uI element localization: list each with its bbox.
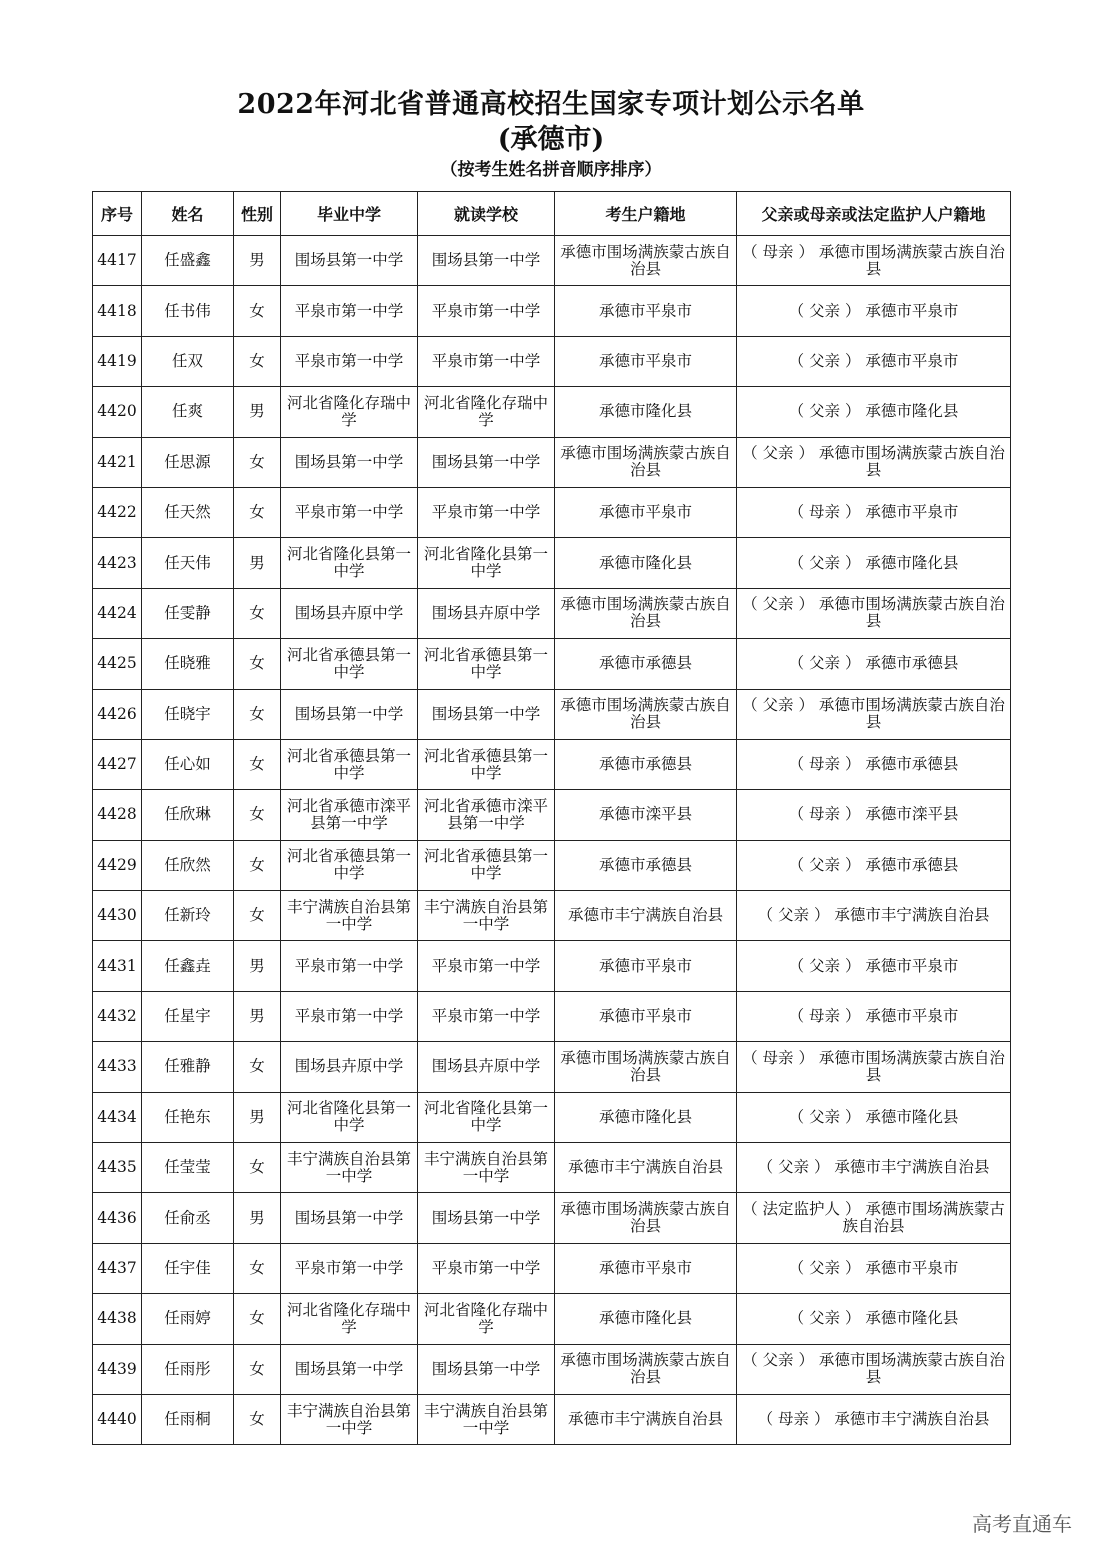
cell-seq: 4419 (93, 336, 142, 386)
cell-graduated-school: 河北省隆化存瑞中学 (281, 387, 418, 437)
cell-household: 承德市隆化县 (555, 1092, 737, 1142)
table-row (93, 236, 1011, 286)
cell-gender: 女 (234, 639, 281, 689)
cell-guardian-household: （ 父亲 ） 承德市围场满族蒙古族自治县 (737, 588, 1011, 638)
cell-gender: 女 (234, 1394, 281, 1444)
page-subtitle: (承德市) (497, 124, 605, 155)
cell-gender: 女 (234, 286, 281, 336)
cell-seq: 4424 (93, 588, 142, 638)
cell-gender: 女 (234, 1243, 281, 1293)
cell-seq: 4432 (93, 991, 142, 1041)
cell-current-school: 河北省承德县第一中学 (418, 739, 555, 789)
cell-graduated-school: 围场县卉原中学 (281, 1042, 418, 1092)
cell-graduated-school: 围场县第一中学 (281, 689, 418, 739)
cell-household: 承德市围场满族蒙古族自治县 (555, 1042, 737, 1092)
cell-name: 任欣然 (142, 840, 234, 890)
table-row (93, 286, 1011, 336)
cell-seq: 4438 (93, 1294, 142, 1344)
cell-name: 任爽 (142, 387, 234, 437)
table-row (93, 891, 1011, 941)
cell-household: 承德市承德县 (555, 639, 737, 689)
cell-current-school: 河北省承德县第一中学 (418, 639, 555, 689)
cell-seq: 4435 (93, 1143, 142, 1193)
cell-current-school: 围场县第一中学 (418, 1344, 555, 1394)
cell-name: 任思源 (142, 437, 234, 487)
cell-guardian-household: （ 父亲 ） 承德市平泉市 (737, 286, 1011, 336)
cell-current-school: 丰宁满族自治县第一中学 (418, 891, 555, 941)
cell-gender: 女 (234, 891, 281, 941)
cell-household: 承德市滦平县 (555, 790, 737, 840)
table-row (93, 336, 1011, 386)
cell-seq: 4428 (93, 790, 142, 840)
cell-current-school: 平泉市第一中学 (418, 286, 555, 336)
cell-household: 承德市平泉市 (555, 1243, 737, 1293)
cell-name: 任雅静 (142, 1042, 234, 1092)
cell-graduated-school: 河北省承德县第一中学 (281, 739, 418, 789)
cell-gender: 女 (234, 588, 281, 638)
header-graduated-school: 毕业中学 (281, 192, 418, 236)
cell-name: 任雯静 (142, 588, 234, 638)
cell-name: 任宇佳 (142, 1243, 234, 1293)
cell-guardian-household: （ 母亲 ） 承德市承德县 (737, 739, 1011, 789)
cell-guardian-household: （ 父亲 ） 承德市隆化县 (737, 538, 1011, 588)
cell-seq: 4417 (93, 236, 142, 286)
cell-gender: 女 (234, 1294, 281, 1344)
cell-seq: 4429 (93, 840, 142, 890)
cell-name: 任艳东 (142, 1092, 234, 1142)
cell-gender: 女 (234, 487, 281, 537)
cell-household: 承德市丰宁满族自治县 (555, 1394, 737, 1444)
cell-name: 任天然 (142, 487, 234, 537)
cell-graduated-school: 河北省承德县第一中学 (281, 639, 418, 689)
table-row (93, 387, 1011, 437)
cell-current-school: 丰宁满族自治县第一中学 (418, 1394, 555, 1444)
cell-gender: 男 (234, 1092, 281, 1142)
cell-name: 任鑫垚 (142, 941, 234, 991)
cell-guardian-household: （ 法定监护人 ） 承德市围场满族蒙古族自治县 (737, 1193, 1011, 1243)
cell-guardian-household: （ 父亲 ） 承德市隆化县 (737, 1092, 1011, 1142)
cell-gender: 男 (234, 1193, 281, 1243)
cell-seq: 4426 (93, 689, 142, 739)
cell-household: 承德市围场满族蒙古族自治县 (555, 588, 737, 638)
cell-name: 任雨婷 (142, 1294, 234, 1344)
header-household: 考生户籍地 (555, 192, 737, 236)
cell-guardian-household: （ 母亲 ） 承德市滦平县 (737, 790, 1011, 840)
cell-guardian-household: （ 母亲 ） 承德市平泉市 (737, 487, 1011, 537)
cell-seq: 4423 (93, 538, 142, 588)
cell-name: 任晓宇 (142, 689, 234, 739)
cell-gender: 女 (234, 437, 281, 487)
cell-guardian-household: （ 父亲 ） 承德市平泉市 (737, 336, 1011, 386)
table-row (93, 1042, 1011, 1092)
cell-gender: 女 (234, 689, 281, 739)
cell-seq: 4427 (93, 739, 142, 789)
cell-graduated-school: 河北省承德县第一中学 (281, 840, 418, 890)
cell-guardian-household: （ 母亲 ） 承德市围场满族蒙古族自治县 (737, 1042, 1011, 1092)
header-gender: 性别 (234, 192, 281, 236)
cell-graduated-school: 平泉市第一中学 (281, 286, 418, 336)
cell-guardian-household: （ 父亲 ） 承德市承德县 (737, 840, 1011, 890)
table-row (93, 1394, 1011, 1444)
cell-seq: 4439 (93, 1344, 142, 1394)
table-row (93, 437, 1011, 487)
cell-current-school: 河北省隆化存瑞中学 (418, 1294, 555, 1344)
table-row (93, 689, 1011, 739)
cell-guardian-household: （ 父亲 ） 承德市平泉市 (737, 941, 1011, 991)
cell-current-school: 丰宁满族自治县第一中学 (418, 1143, 555, 1193)
table-row (93, 840, 1011, 890)
table-row (93, 588, 1011, 638)
cell-name: 任欣琳 (142, 790, 234, 840)
cell-household: 承德市承德县 (555, 840, 737, 890)
table-row (93, 487, 1011, 537)
cell-current-school: 平泉市第一中学 (418, 941, 555, 991)
cell-gender: 男 (234, 941, 281, 991)
cell-guardian-household: （ 父亲 ） 承德市隆化县 (737, 387, 1011, 437)
cell-guardian-household: （ 母亲 ） 承德市围场满族蒙古族自治县 (737, 236, 1011, 286)
cell-seq: 4431 (93, 941, 142, 991)
cell-guardian-household: （ 父亲 ） 承德市围场满族蒙古族自治县 (737, 689, 1011, 739)
header-seq: 序号 (93, 192, 142, 236)
cell-current-school: 围场县第一中学 (418, 437, 555, 487)
cell-seq: 4440 (93, 1394, 142, 1444)
cell-name: 任俞丞 (142, 1193, 234, 1243)
cell-name: 任雨桐 (142, 1394, 234, 1444)
cell-household: 承德市承德县 (555, 739, 737, 789)
table-row (93, 1092, 1011, 1142)
cell-household: 承德市隆化县 (555, 1294, 737, 1344)
cell-current-school: 平泉市第一中学 (418, 1243, 555, 1293)
cell-gender: 女 (234, 739, 281, 789)
cell-name: 任莹莹 (142, 1143, 234, 1193)
cell-current-school: 河北省承德市滦平县第一中学 (418, 790, 555, 840)
cell-seq: 4430 (93, 891, 142, 941)
cell-seq: 4433 (93, 1042, 142, 1092)
cell-gender: 女 (234, 1042, 281, 1092)
cell-household: 承德市隆化县 (555, 538, 737, 588)
cell-current-school: 围场县第一中学 (418, 236, 555, 286)
cell-current-school: 围场县第一中学 (418, 689, 555, 739)
table-row (93, 1193, 1011, 1243)
table-row (93, 538, 1011, 588)
cell-guardian-household: （ 父亲 ） 承德市丰宁满族自治县 (737, 1143, 1011, 1193)
cell-current-school: 河北省隆化存瑞中学 (418, 387, 555, 437)
cell-graduated-school: 围场县第一中学 (281, 1344, 418, 1394)
cell-name: 任天伟 (142, 538, 234, 588)
cell-current-school: 围场县卉原中学 (418, 588, 555, 638)
cell-household: 承德市平泉市 (555, 991, 737, 1041)
cell-household: 承德市围场满族蒙古族自治县 (555, 689, 737, 739)
cell-seq: 4436 (93, 1193, 142, 1243)
table-row (93, 739, 1011, 789)
cell-current-school: 围场县第一中学 (418, 1193, 555, 1243)
cell-current-school: 平泉市第一中学 (418, 991, 555, 1041)
cell-seq: 4434 (93, 1092, 142, 1142)
cell-guardian-household: （ 父亲 ） 承德市丰宁满族自治县 (737, 891, 1011, 941)
table-row (93, 639, 1011, 689)
cell-guardian-household: （ 父亲 ） 承德市围场满族蒙古族自治县 (737, 437, 1011, 487)
cell-name: 任心如 (142, 739, 234, 789)
header-current-school: 就读学校 (418, 192, 555, 236)
table-row (93, 1243, 1011, 1293)
cell-current-school: 平泉市第一中学 (418, 487, 555, 537)
header-guardian-household: 父亲或母亲或法定监护人户籍地 (737, 192, 1011, 236)
cell-household: 承德市围场满族蒙古族自治县 (555, 236, 737, 286)
cell-graduated-school: 河北省承德市滦平县第一中学 (281, 790, 418, 840)
cell-name: 任雨彤 (142, 1344, 234, 1394)
cell-current-school: 平泉市第一中学 (418, 336, 555, 386)
cell-graduated-school: 丰宁满族自治县第一中学 (281, 1394, 418, 1444)
cell-graduated-school: 围场县第一中学 (281, 1193, 418, 1243)
cell-graduated-school: 平泉市第一中学 (281, 336, 418, 386)
cell-graduated-school: 丰宁满族自治县第一中学 (281, 891, 418, 941)
cell-name: 任新玲 (142, 891, 234, 941)
cell-gender: 男 (234, 538, 281, 588)
cell-gender: 女 (234, 790, 281, 840)
cell-graduated-school: 围场县第一中学 (281, 236, 418, 286)
cell-name: 任双 (142, 336, 234, 386)
table-row (93, 1294, 1011, 1344)
cell-name: 任盛鑫 (142, 236, 234, 286)
cell-household: 承德市平泉市 (555, 487, 737, 537)
cell-household: 承德市围场满族蒙古族自治县 (555, 1344, 737, 1394)
cell-name: 任星宇 (142, 991, 234, 1041)
watermark: 高考直通车 (972, 1512, 1072, 1536)
table-row (93, 1344, 1011, 1394)
cell-graduated-school: 平泉市第一中学 (281, 991, 418, 1041)
cell-current-school: 河北省隆化县第一中学 (418, 538, 555, 588)
table-row (93, 790, 1011, 840)
cell-gender: 女 (234, 1143, 281, 1193)
roster-table (92, 191, 1011, 1445)
cell-gender: 男 (234, 991, 281, 1041)
cell-guardian-household: （ 母亲 ） 承德市丰宁满族自治县 (737, 1394, 1011, 1444)
cell-current-school: 围场县卉原中学 (418, 1042, 555, 1092)
cell-seq: 4425 (93, 639, 142, 689)
table-row (93, 941, 1011, 991)
cell-guardian-household: （ 父亲 ） 承德市承德县 (737, 639, 1011, 689)
cell-seq: 4420 (93, 387, 142, 437)
cell-graduated-school: 平泉市第一中学 (281, 487, 418, 537)
cell-gender: 女 (234, 336, 281, 386)
table-header-row (93, 192, 1011, 236)
table-row (93, 991, 1011, 1041)
cell-household: 承德市围场满族蒙古族自治县 (555, 437, 737, 487)
cell-graduated-school: 围场县卉原中学 (281, 588, 418, 638)
cell-seq: 4437 (93, 1243, 142, 1293)
cell-household: 承德市平泉市 (555, 286, 737, 336)
cell-guardian-household: （ 父亲 ） 承德市隆化县 (737, 1294, 1011, 1344)
cell-graduated-school: 平泉市第一中学 (281, 941, 418, 991)
cell-graduated-school: 丰宁满族自治县第一中学 (281, 1143, 418, 1193)
cell-gender: 男 (234, 236, 281, 286)
cell-guardian-household: （ 父亲 ） 承德市平泉市 (737, 1243, 1011, 1293)
header-name: 姓名 (142, 192, 234, 236)
cell-current-school: 河北省承德县第一中学 (418, 840, 555, 890)
cell-gender: 女 (234, 1344, 281, 1394)
table-body (93, 236, 1011, 1445)
cell-guardian-household: （ 母亲 ） 承德市平泉市 (737, 991, 1011, 1041)
cell-household: 承德市隆化县 (555, 387, 737, 437)
page-title: 2022年河北省普通高校招生国家专项计划公示名单 (237, 89, 865, 120)
cell-guardian-household: （ 父亲 ） 承德市围场满族蒙古族自治县 (737, 1344, 1011, 1394)
cell-name: 任书伟 (142, 286, 234, 336)
cell-seq: 4421 (93, 437, 142, 487)
cell-household: 承德市平泉市 (555, 941, 737, 991)
cell-household: 承德市平泉市 (555, 336, 737, 386)
cell-household: 承德市围场满族蒙古族自治县 (555, 1193, 737, 1243)
cell-current-school: 河北省隆化县第一中学 (418, 1092, 555, 1142)
sort-note: （按考生姓名拼音顺序排序） (440, 160, 662, 180)
cell-name: 任晓雅 (142, 639, 234, 689)
cell-graduated-school: 河北省隆化县第一中学 (281, 1092, 418, 1142)
table-row (93, 1143, 1011, 1193)
cell-gender: 男 (234, 387, 281, 437)
cell-graduated-school: 平泉市第一中学 (281, 1243, 418, 1293)
cell-seq: 4422 (93, 487, 142, 537)
cell-gender: 女 (234, 840, 281, 890)
cell-graduated-school: 河北省隆化存瑞中学 (281, 1294, 418, 1344)
cell-seq: 4418 (93, 286, 142, 336)
cell-graduated-school: 河北省隆化县第一中学 (281, 538, 418, 588)
title-block (0, 86, 1102, 184)
cell-household: 承德市丰宁满族自治县 (555, 1143, 737, 1193)
cell-household: 承德市丰宁满族自治县 (555, 891, 737, 941)
cell-graduated-school: 围场县第一中学 (281, 437, 418, 487)
